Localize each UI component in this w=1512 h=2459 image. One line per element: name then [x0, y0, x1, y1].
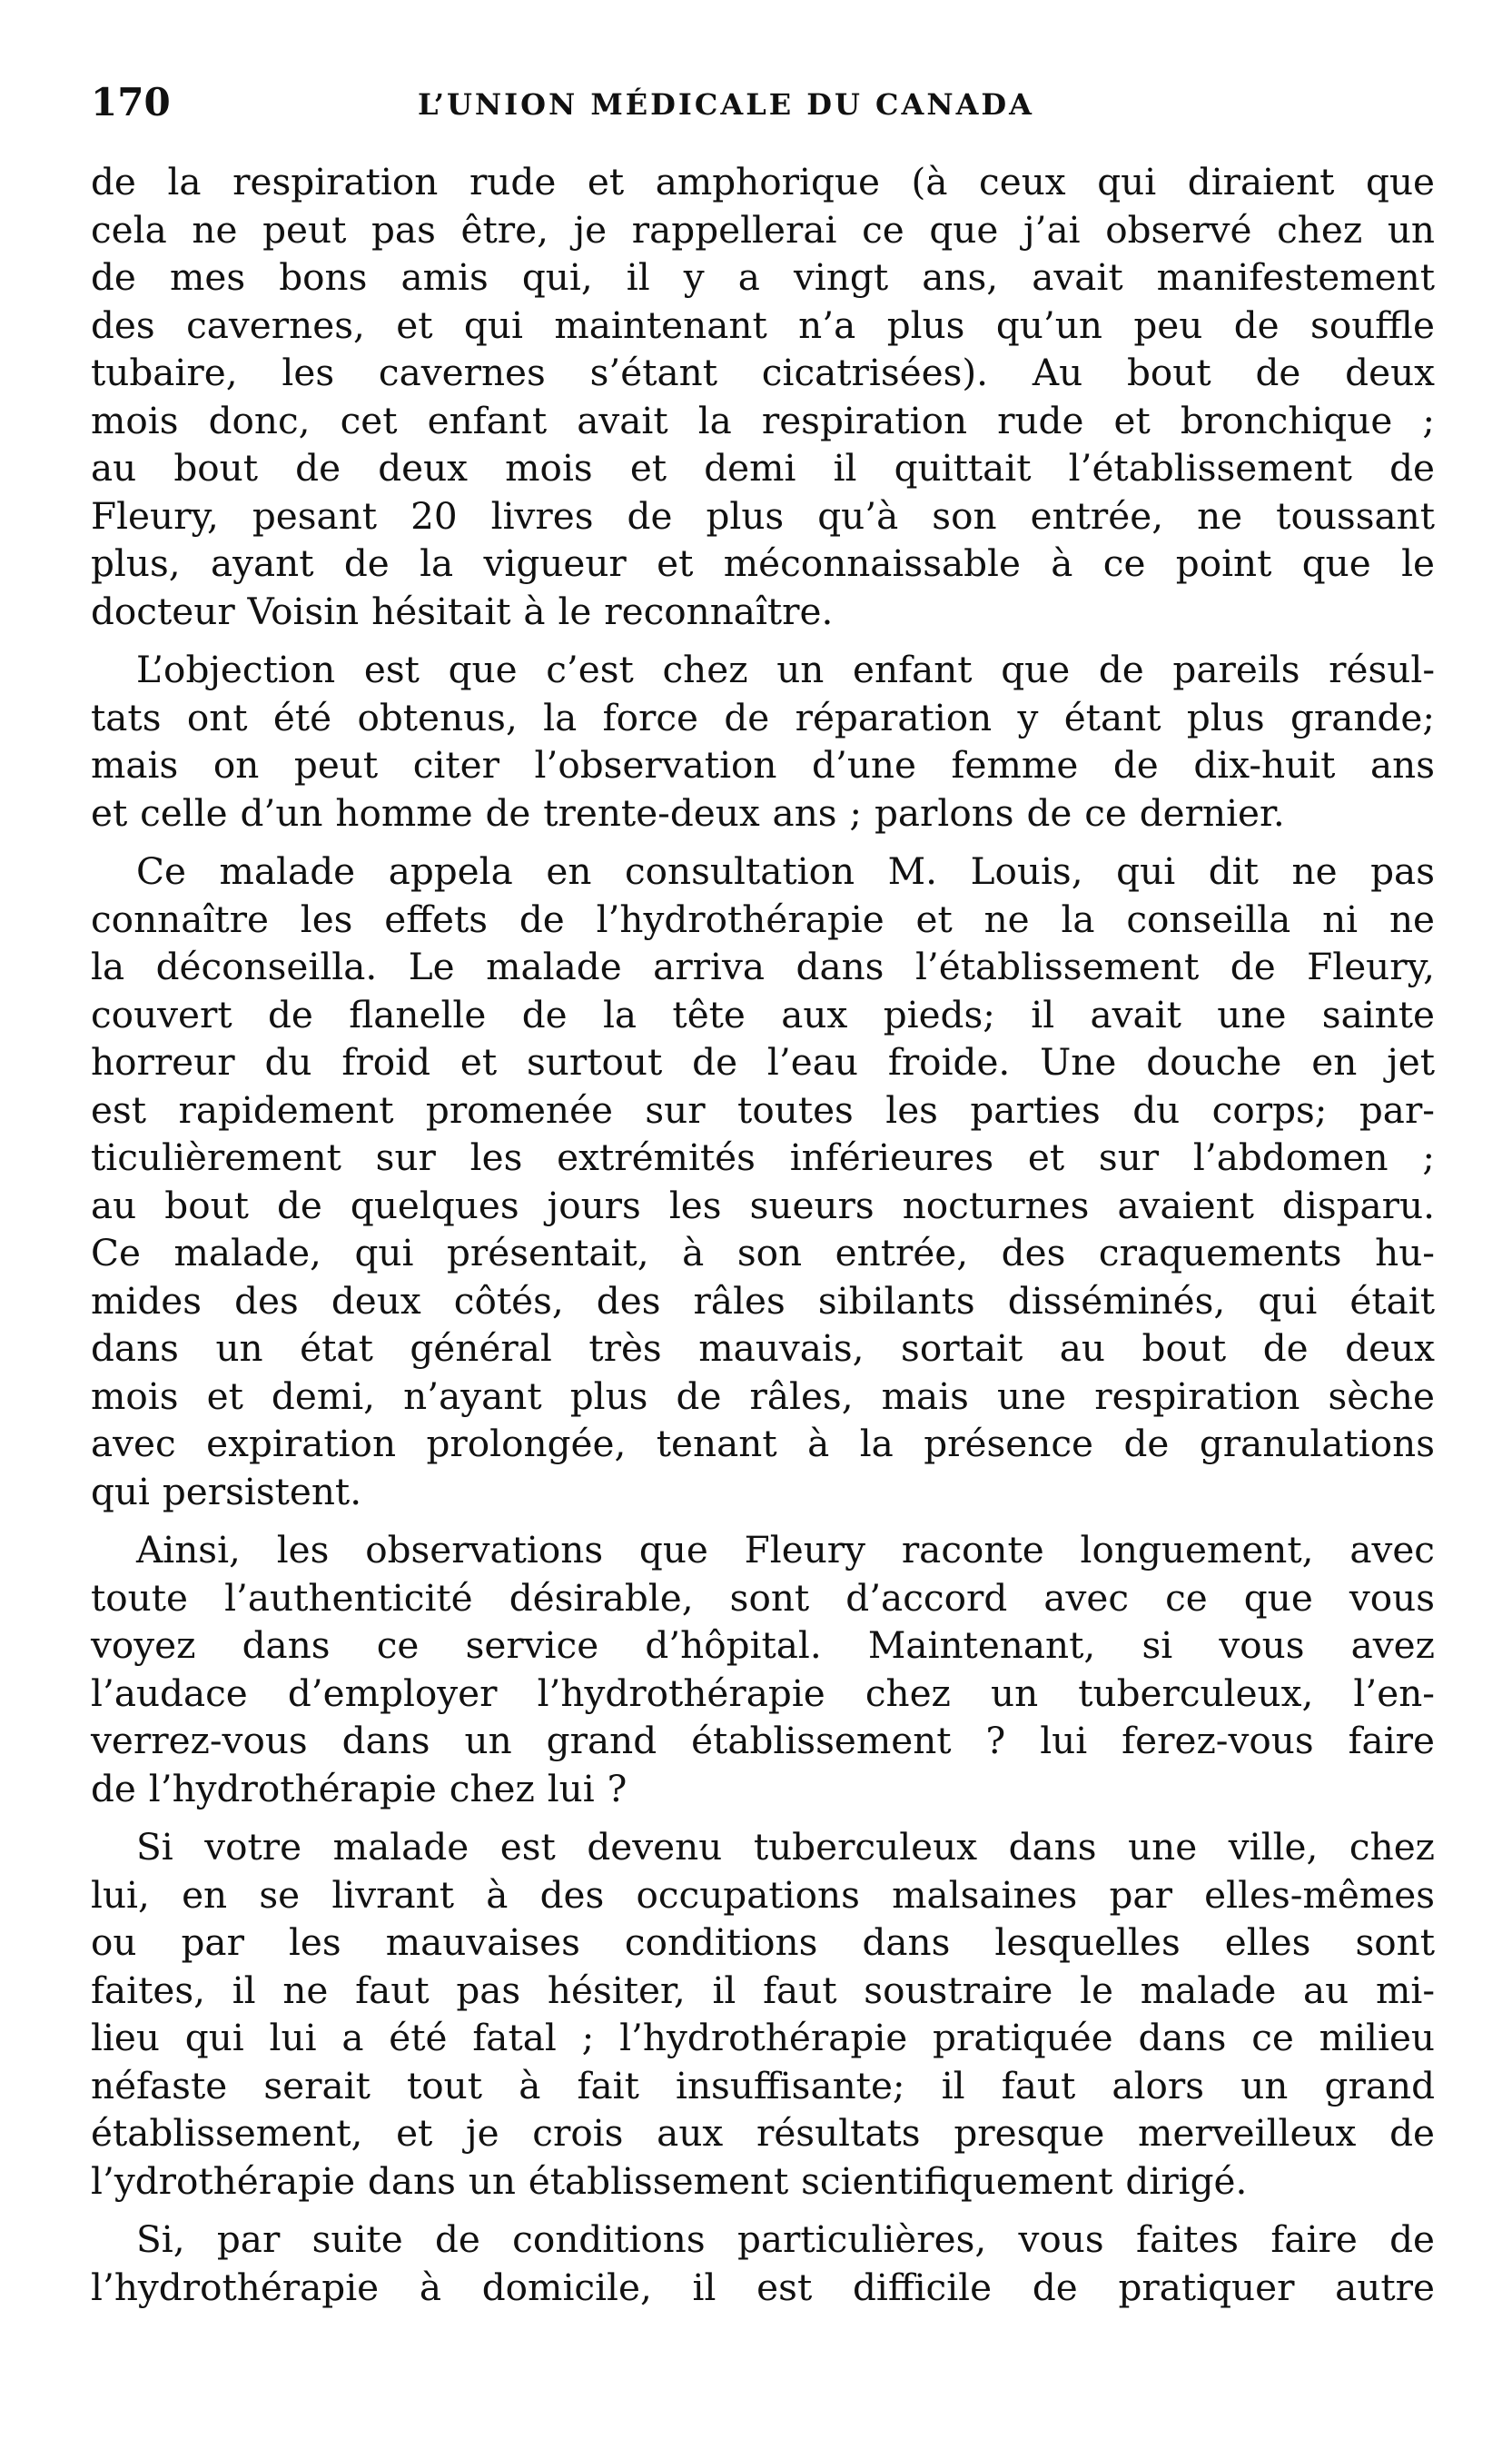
- text-line: plus, ayant de la vigueur et méconnaissable à ce point que le: [91, 541, 1435, 585]
- text-line: la déconseilla. Le malade arriva dans l’établissement de Fleury,: [91, 945, 1435, 988]
- page: [91, 80, 1435, 2322]
- paragraph: [91, 1823, 1435, 2205]
- text-line: mides des deux côtés, des râles sibilants disséminés, qui était: [91, 1278, 1435, 1323]
- text-line: établissement, et je crois aux résultats presque merveilleux de: [91, 2111, 1435, 2155]
- text-line: lieu qui lui a été fatal ; l’hydrothérapie pratiquée dans ce milieu: [91, 2016, 1435, 2059]
- text-line: verrez-vous dans un grand établissement ? lui ferez-vous faire: [91, 1719, 1435, 1762]
- text-line: tubaire, les cavernes s’étant cicatrisées). Au bout de deux: [91, 351, 1435, 394]
- text-line: tats ont été obtenus, la force de réparation y étant plus grande;: [91, 695, 1435, 739]
- text-line: L’objection est que c’est chez un enfant que de pareils résul-: [136, 648, 1435, 691]
- text-line: ticulièrement sur les extrémités inférieures et sur l’abdomen ;: [91, 1135, 1435, 1179]
- journal-title: L’UNION MÉDICALE DU CANADA: [418, 87, 1034, 122]
- text-line: de mes bons amis qui, il y a vingt ans, avait manifestement: [91, 255, 1435, 299]
- text-line: mais on peut citer l’observation d’une femme de dix-huit ans: [91, 743, 1435, 787]
- text-line: faites, il ne faut pas hésiter, il faut soustraire le malade au mi-: [91, 1968, 1435, 2012]
- text-line: néfaste serait tout à fait insuffisante; il faut alors un grand: [91, 2063, 1435, 2107]
- text-line: Si, par suite de conditions particulières, vous faites faire de: [136, 2217, 1435, 2261]
- paragraph: [91, 158, 1435, 635]
- text-line: docteur Voisin hésitait à le reconnaître.: [91, 589, 834, 633]
- text-line: horreur du froid et surtout de l’eau froide. Une douche en jet: [91, 1040, 1435, 1084]
- page-number: 170: [91, 80, 171, 124]
- text-line: qui persistent.: [91, 1469, 362, 1513]
- text-line: Si votre malade est devenu tuberculeux dans une ville, chez: [136, 1825, 1435, 1869]
- text-line: mois donc, cet enfant avait la respiration rude et bronchique ;: [91, 398, 1435, 442]
- text-line: ou par les mauvaises conditions dans lesquelles elles sont: [91, 1920, 1435, 1964]
- paragraph: [91, 848, 1435, 1515]
- paragraph: [91, 2216, 1435, 2311]
- text-line: et celle d’un homme de trente-deux ans ; parlons de ce dernier.: [91, 790, 1285, 835]
- text-line: au bout de deux mois et demi il quittait l’établissement de: [91, 446, 1435, 490]
- text-line: couvert de flanelle de la tête aux pieds; il avait une sainte: [91, 992, 1435, 1036]
- paragraph: [91, 1526, 1435, 1812]
- text-line: avec expiration prolongée, tenant à la présence de granulations: [91, 1422, 1435, 1465]
- text-line: l’ydrothérapie dans un établissement scientifiquement dirigé.: [91, 2158, 1248, 2203]
- text-line: lui, en se livrant à des occupations malsaines par elles-mêmes: [91, 1872, 1435, 1917]
- text-line: Ce malade appela en consultation M. Louis, qui dit ne pas: [136, 849, 1435, 893]
- running-head: [91, 80, 1435, 134]
- text-line: de la respiration rude et amphorique (à ceux qui diraient que: [91, 160, 1435, 203]
- text-line: dans un état général très mauvais, sortait au bout de deux: [91, 1326, 1435, 1370]
- text-line: voyez dans ce service d’hôpital. Maintenant, si vous avez: [91, 1623, 1435, 1667]
- body-text: [91, 158, 1435, 2311]
- text-line: cela ne peut pas être, je rappellerai ce que j’ai observé chez un: [91, 207, 1435, 252]
- text-line: connaître les effets de l’hydrothérapie et ne la conseilla ni ne: [91, 897, 1435, 941]
- text-line: Ce malade, qui présentait, à son entrée, des craquements hu-: [91, 1231, 1435, 1274]
- text-line: est rapidement promenée sur toutes les parties du corps; par-: [91, 1087, 1435, 1132]
- text-line: des cavernes, et qui maintenant n’a plus qu’un peu de souffle: [91, 302, 1435, 347]
- text-line: l’hydrothérapie à domicile, il est difficile de pratiquer autre: [91, 2265, 1435, 2309]
- text-line: l’audace d’employer l’hydrothérapie chez un tuberculeux, l’en-: [91, 1671, 1435, 1715]
- text-line: Ainsi, les observations que Fleury raconte longuement, avec: [136, 1528, 1435, 1572]
- text-line: au bout de quelques jours les sueurs nocturnes avaient disparu.: [91, 1183, 1435, 1227]
- text-line: toute l’authenticité désirable, sont d’accord avec ce que vous: [91, 1575, 1435, 1620]
- text-line: mois et demi, n’ayant plus de râles, mais une respiration sèche: [91, 1373, 1435, 1418]
- paragraph: [91, 646, 1435, 837]
- text-line: de l’hydrothérapie chez lui ?: [91, 1766, 628, 1810]
- text-line: Fleury, pesant 20 livres de plus qu’à son entrée, ne toussant: [91, 493, 1435, 538]
